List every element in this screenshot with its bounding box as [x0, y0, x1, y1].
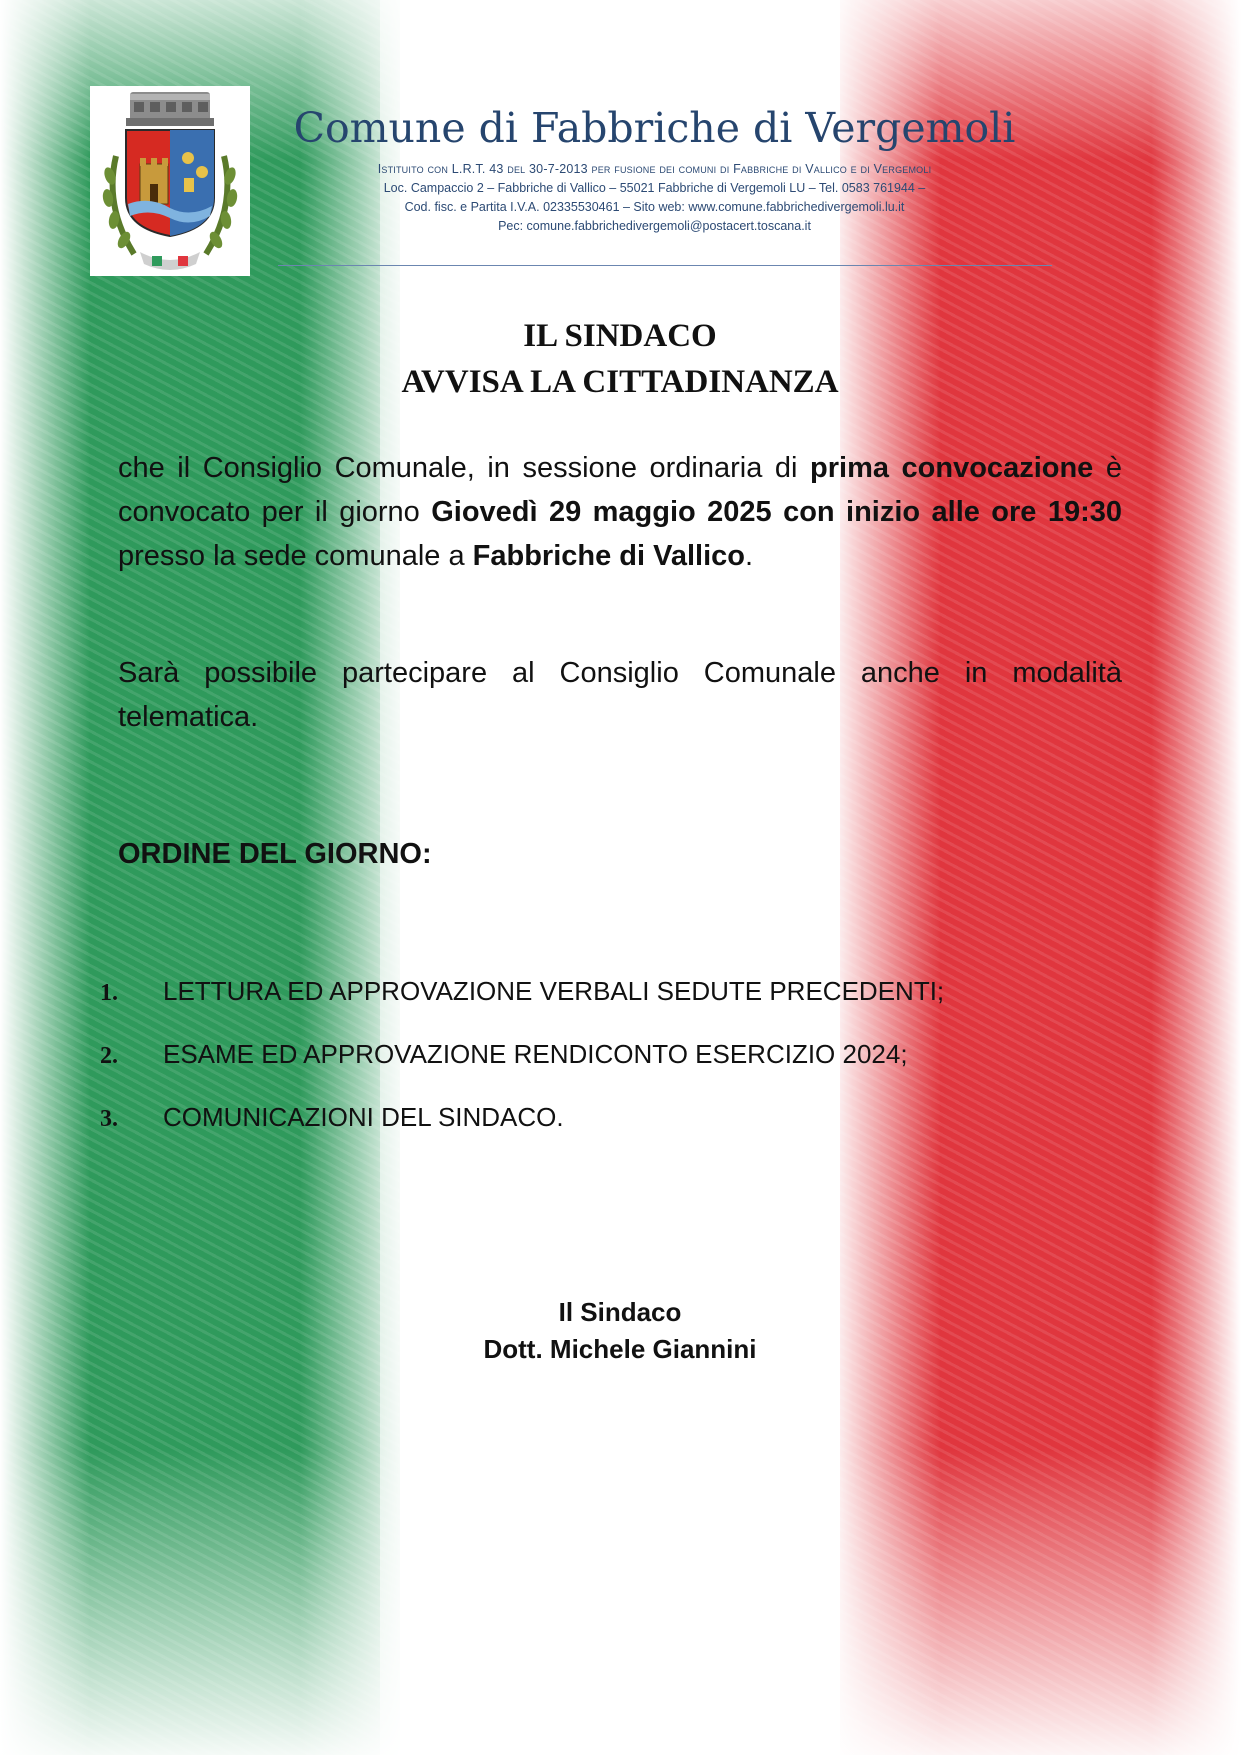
p1-text-g: .	[745, 540, 754, 572]
agenda-item	[100, 1039, 1140, 1102]
signature-block	[420, 1294, 820, 1368]
coat-of-arms-icon	[90, 86, 250, 276]
p1-text-a: che il Consiglio Comunale, in sessione ordinaria di	[118, 452, 811, 484]
agenda-item	[100, 1102, 1140, 1165]
agenda-heading: ORDINE DEL GIORNO:	[118, 838, 432, 870]
agenda-item-number: 3.	[100, 1106, 118, 1132]
founding-line: Istituito con L.R.T. 43 del 30-7-2013 per fusione dei comuni di Fabbriche di Vallico e di Vergemoli	[377, 162, 932, 176]
municipality-name: Comune di Fabbriche di Vergemoli	[293, 104, 1016, 152]
p1-text-c: è convocato per il giorno	[118, 452, 1122, 528]
agenda-item-text: COMUNICAZIONI DEL SINDACO.	[163, 1102, 564, 1132]
notice-paragraph-2: Sarà possibile partecipare al Consiglio Comunale anche in modalità telematica.	[118, 657, 1122, 733]
agenda-item-text: ESAME ED APPROVAZIONE RENDICONTO ESERCIZIO 2024;	[163, 1039, 908, 1069]
coat-of-arms-svg	[90, 86, 250, 276]
agenda-list	[100, 976, 1140, 1165]
agenda-item	[100, 976, 1140, 1039]
p1-bold-b: prima convocazione	[810, 452, 1094, 484]
signature-role: Il Sindaco	[558, 1297, 682, 1327]
p1-text-e: presso la sede comunale a	[118, 540, 473, 572]
notice-paragraph-1	[118, 446, 1122, 578]
agenda-item-number: 2.	[100, 1043, 118, 1069]
agenda-item-text: LETTURA ED APPROVAZIONE VERBALI SEDUTE PRECEDENTI;	[163, 976, 945, 1006]
agenda-item-number: 1.	[100, 980, 118, 1006]
header-divider	[278, 265, 1052, 266]
p1-bold-d: Giovedì 29 maggio 2025 con inizio alle ore 19:30	[431, 496, 1122, 528]
address-line: Loc. Campaccio 2 – Fabbriche di Vallico – 55021 Fabbriche di Vergemoli LU – Tel. 0583 761944 –	[383, 181, 926, 195]
tax-website-line: Cod. fisc. e Partita I.V.A. 02335530461 – Sito web: www.comune.fabbrichedivergemoli.lu.it	[404, 200, 905, 214]
p1-bold-f: Fabbriche di Vallico	[472, 540, 746, 572]
pec-line: Pec: comune.fabbrichedivergemoli@postacert.toscana.it	[498, 219, 811, 233]
signature-name: Dott. Michele Giannini	[483, 1334, 757, 1364]
municipality-details	[282, 160, 1027, 236]
title-line-1: IL SINDACO	[523, 318, 717, 354]
title-line-2: AVVISA LA CITTADINANZA	[401, 364, 839, 400]
notice-title	[120, 313, 1120, 405]
